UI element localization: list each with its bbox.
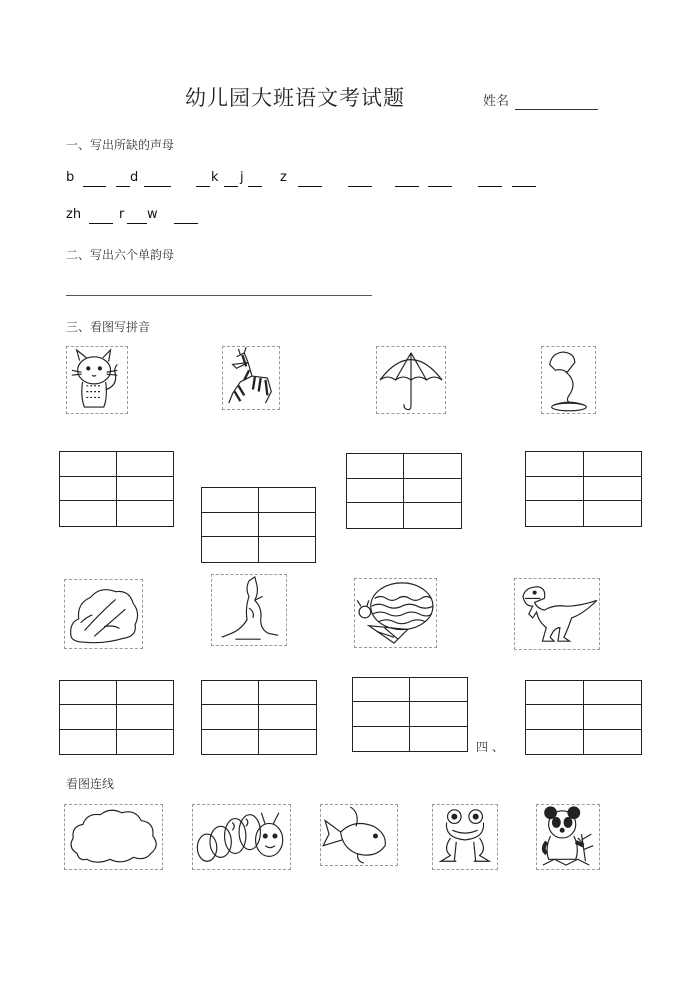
section-1-heading: 一、写出所缺的声母 <box>66 138 175 152</box>
ladybug-watermelon-picture <box>354 578 437 648</box>
section-3-heading: 三、看图写拼音 <box>66 320 151 334</box>
answer-grid[interactable] <box>525 680 642 755</box>
caterpillar-picture <box>192 804 291 870</box>
umbrella-picture <box>376 346 446 414</box>
answer-blank[interactable] <box>144 186 171 187</box>
letter-d: d <box>130 170 139 185</box>
answer-blank[interactable] <box>298 186 322 187</box>
answer-grid[interactable] <box>525 451 642 527</box>
letter-zh: zh <box>66 207 82 222</box>
answer-grid[interactable] <box>59 451 174 527</box>
zebra-picture <box>222 346 280 410</box>
letter-k: k <box>211 170 219 185</box>
consonant-row-2 <box>66 207 266 229</box>
answer-blank[interactable] <box>196 186 210 187</box>
answer-blank[interactable] <box>224 186 238 187</box>
answer-blank[interactable] <box>174 223 198 224</box>
name-input-line[interactable] <box>515 109 598 110</box>
letter-j: j <box>240 170 244 185</box>
answer-blank[interactable] <box>478 186 502 187</box>
cabbage-picture <box>64 579 143 649</box>
answer-blank[interactable] <box>89 223 113 224</box>
vowel-answer-line[interactable] <box>66 295 372 296</box>
answer-blank[interactable] <box>512 186 536 187</box>
cat-picture <box>66 346 128 414</box>
dinosaur-picture <box>514 578 600 650</box>
panda-picture <box>536 804 600 870</box>
section-2-heading: 二、写出六个单韵母 <box>66 248 175 262</box>
lamp-picture <box>541 346 596 414</box>
name-label: 姓名 <box>483 94 510 109</box>
consonant-row-1 <box>66 170 546 192</box>
answer-grid[interactable] <box>59 680 174 755</box>
page-title: 幼儿园大班语文考试题 <box>185 86 405 110</box>
letter-w: w <box>147 207 158 222</box>
letter-r: r <box>119 207 125 222</box>
answer-grid[interactable] <box>352 677 468 752</box>
letter-z: z <box>280 170 287 185</box>
fish-picture <box>320 804 398 866</box>
answer-blank[interactable] <box>127 223 147 224</box>
answer-blank[interactable] <box>395 186 419 187</box>
answer-blank[interactable] <box>116 186 130 187</box>
section-4-marker: 四 、 <box>476 740 504 754</box>
section-4-heading: 看图连线 <box>66 777 115 791</box>
cloud-picture <box>64 804 163 870</box>
answer-blank[interactable] <box>428 186 452 187</box>
answer-blank[interactable] <box>83 186 106 187</box>
kangaroo-picture <box>211 574 287 646</box>
letter-b: b <box>66 170 75 185</box>
answer-grid[interactable] <box>346 453 462 529</box>
answer-blank[interactable] <box>248 186 262 187</box>
answer-grid[interactable] <box>201 680 317 755</box>
answer-grid[interactable] <box>201 487 316 563</box>
frog-picture <box>432 804 498 870</box>
answer-blank[interactable] <box>348 186 372 187</box>
